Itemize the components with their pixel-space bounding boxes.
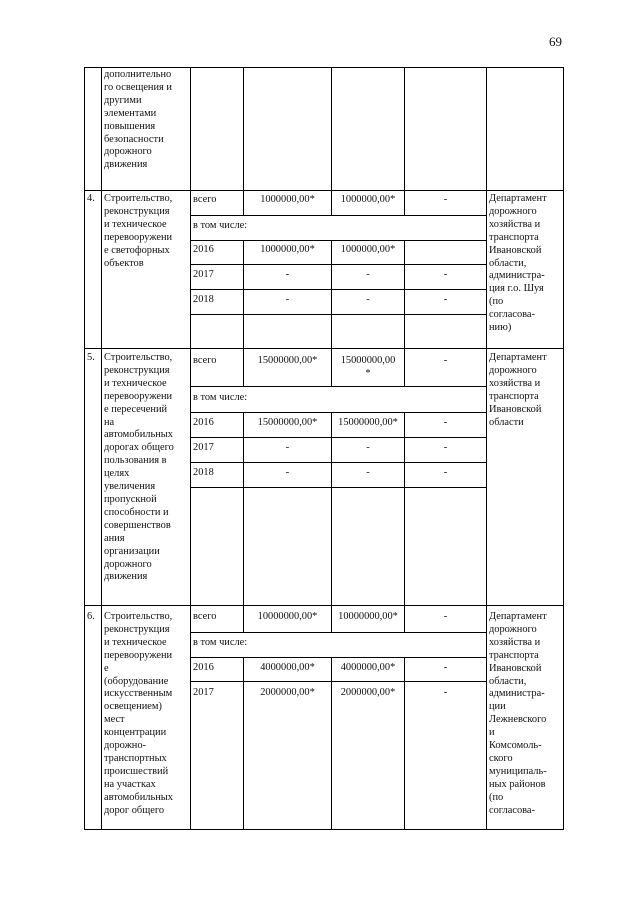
- responsible-executor: Департамент дорожного хозяйства и транспорта Ивановской области, администра- ции Лежневского и Комсомоль- ского муниципаль- ных районов (по согласова-: [489, 611, 547, 816]
- total-amount: -: [285, 467, 290, 478]
- oblast-amount: 1000000,00*: [340, 244, 396, 255]
- measure-name: Строительство, реконструкция и техническое перевооружени е светофорных объектов: [104, 193, 173, 269]
- measure-name: Строительство, реконструкция и техническое перевооружени е пересечений на автомобильных дорогах общего пользования в целях увеличения пропускной способности и совершенствов ания организации дорожного движения: [104, 352, 174, 583]
- other-amount: -: [443, 194, 448, 205]
- responsible-executor: Департамент дорожного хозяйства и транспорта Ивановской области, администра- ция г.о. Шуя (по согласова- нию): [489, 193, 547, 334]
- oblast-amount: 2000000,00*: [340, 687, 396, 698]
- oblast-amount: 4000000,00*: [340, 662, 396, 673]
- row-label: всего: [193, 194, 217, 205]
- total-amount: 15000000,00*: [257, 355, 318, 366]
- other-amount: -: [443, 442, 448, 453]
- other-amount: -: [443, 662, 448, 673]
- total-amount: 2000000,00*: [260, 687, 315, 698]
- subtotal-label: в том числе:: [193, 220, 248, 231]
- oblast-amount: 15000000,00*: [338, 417, 398, 428]
- row-label: 2017: [193, 269, 214, 280]
- oblast-amount: -: [366, 467, 370, 478]
- total-amount: 4000000,00*: [260, 662, 315, 673]
- row-label: 2016: [193, 417, 214, 428]
- row-label: 2016: [193, 662, 214, 673]
- section-number: 4.: [87, 193, 95, 204]
- subtotal-label: в том числе:: [193, 392, 248, 403]
- row-label: 2018: [193, 294, 214, 305]
- oblast-amount: 1000000,00*: [340, 194, 396, 205]
- oblast-amount: 10000000,00*: [338, 611, 398, 622]
- other-amount: -: [443, 611, 448, 622]
- other-amount: -: [443, 687, 448, 698]
- row-label: 2017: [193, 442, 214, 453]
- oblast-amount: -: [366, 294, 370, 305]
- subtotal-label: в том числе:: [193, 637, 248, 648]
- other-amount: -: [443, 355, 448, 366]
- other-amount: -: [443, 467, 448, 478]
- responsible-executor: Департамент дорожного хозяйства и транспорта Ивановской области: [489, 352, 547, 428]
- row-label: 2016: [193, 244, 214, 255]
- oblast-amount: 15000000,00 *: [340, 355, 396, 379]
- row-label: 2018: [193, 467, 214, 478]
- row-label: 2017: [193, 687, 214, 698]
- total-amount: -: [285, 442, 290, 453]
- oblast-amount: -: [366, 269, 370, 280]
- total-amount: 1000000,00*: [260, 194, 315, 205]
- row-label: всего: [193, 611, 217, 622]
- total-amount: -: [285, 269, 290, 280]
- row-label: всего: [193, 355, 217, 366]
- oblast-amount: -: [366, 442, 370, 453]
- section-number: 5.: [87, 352, 95, 363]
- total-amount: 1000000,00*: [260, 244, 315, 255]
- other-amount: -: [443, 417, 448, 428]
- page-number: 69: [549, 34, 562, 49]
- section-number: 6.: [87, 611, 95, 622]
- other-amount: -: [443, 294, 448, 305]
- total-amount: -: [285, 294, 290, 305]
- measure-name: Строительство, реконструкция и техническое перевооружени е (оборудование искусственным освещением) мест концентрации дорожно- транспортных происшествий на участках автомобильных дорог общего: [104, 611, 173, 816]
- total-amount: 15000000,00*: [257, 417, 318, 428]
- total-amount: 10000000,00*: [257, 611, 318, 622]
- continuation-text: дополнительно го освещения и другими элементами повышения безопасности дорожного движения: [104, 69, 172, 171]
- other-amount: -: [443, 269, 448, 280]
